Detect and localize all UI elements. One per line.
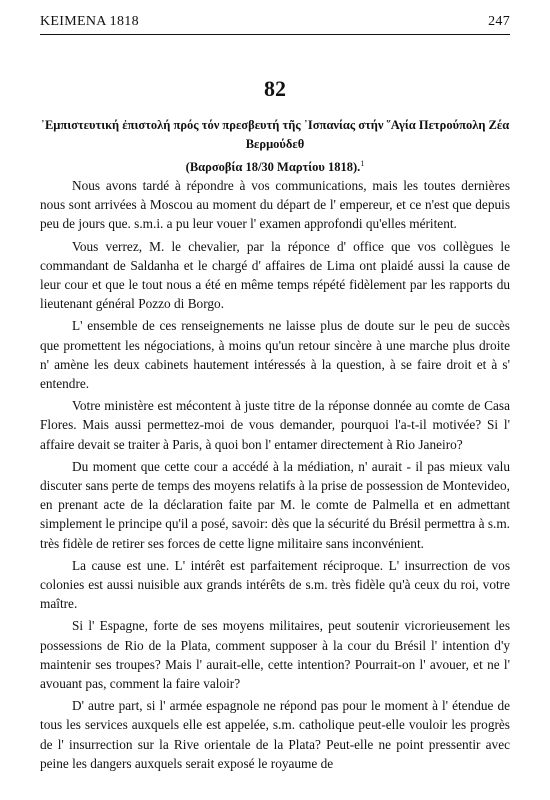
heading-line-2: Βερμούδεθ: [245, 137, 305, 151]
paragraph: Du moment que cette cour a accédé à la médiation, n' aurait - il pas mieux valu discuter sans perte de temps des moyens relatifs à la prise de possession de Montevideo, en prenant acte de la déclaration faite par M. le comte de Palmella et en admettant simplement le principe qu'il a posé, savoir: dès que la sécurité du Brésil permettra à s.m. très fidèle de retirer ses forces de cette ligne militaire sans inconvénient.: [40, 458, 510, 551]
footnote-reference: 1: [360, 159, 365, 168]
heading-line-1: ᾿Εμπιστευτική ἐπιστολή πρός τόν πρεσβευτή τῆς ᾿Ισπανίας στήν ῞Αγία Πετρούπολη Ζέα: [40, 118, 510, 132]
header-rule: [40, 34, 510, 35]
paragraph: Vous verrez, M. le chevalier, par la réponce d' office que vos collègues le commandant de Saldanha et le chargé d' affaires de Lima ont plaidé aussi la cause de leur cour et que le tout nous a été en même temps répété fidèlement par les rapports du lieutenant général Pozzo di Borgo.: [40, 238, 510, 312]
paragraph: D' autre part, si l' armée espagnole ne répond pas pour le moment à l' étendue de tous les services auxquels elle est appelée, s.m. catholique peut-elle vouloir les progrès de l' insurrection sur la Rive orientale de la Plata? Peut-elle ne point pressentir avec peine les dangers auxquels serait exposé le royaume de: [40, 698, 510, 771]
heading-date: (Βαρσοβία 18/30 Μαρτίου 1818).: [185, 160, 361, 175]
page-number: 247: [488, 14, 510, 29]
letter-body: [40, 176, 510, 773]
book-title: KEIMENA 1818: [40, 14, 139, 29]
heading-line-3: [40, 154, 510, 177]
paragraph: La cause est une. L' intérêt est parfaitement réciproque. L' insurrection de vos colonies est aussi nuisible aux grands intérêts de s.m. très fidèle qu'à ceux du roi, votre maître.: [40, 557, 510, 612]
paragraph: Votre ministère est mécontent à juste titre de la réponse donnée au comte de Casa Flores. Mais aussi permettez-moi de vous demander, pourquoi l'a-t-il motivée? Si l' affaire devait se traiter à Paris, à quoi bon l' entamer directement à Rio Janeiro?: [40, 398, 510, 452]
document-heading: [40, 116, 510, 177]
paragraph: Si l' Espagne, forte de ses moyens militaires, peut soutenir vicrorieusement les possessions de Rio de la Plata, comment supposer à la cour du Brésil l' intention d'y maintenir ses troupes? Mais l' aurait-elle, cette intention? Pourrait-on l' avouer, et ne l' avouant pas, comment la faire valoir?: [40, 618, 510, 692]
paragraph: Nous avons tardé à répondre à vos communications, mais les toutes dernières nous sont arrivées à Moscou au moment du départ de l' empereur, et ce n'est que depuis peu de jours que. s.m.i. a pu leur vouer l' examen approfondi qu'elles méritent.: [40, 178, 510, 232]
document-number: 82: [264, 76, 286, 101]
running-header: [40, 14, 510, 30]
paragraph: L' ensemble de ces renseignements ne laisse plus de doute sur le peu de succès que promettent les négociations, à moins qu'un retour sincère à une marche plus droite n' amène les deux cabinets hautement intéressés à la question, à se faire droit et à s' entendre.: [40, 318, 510, 392]
